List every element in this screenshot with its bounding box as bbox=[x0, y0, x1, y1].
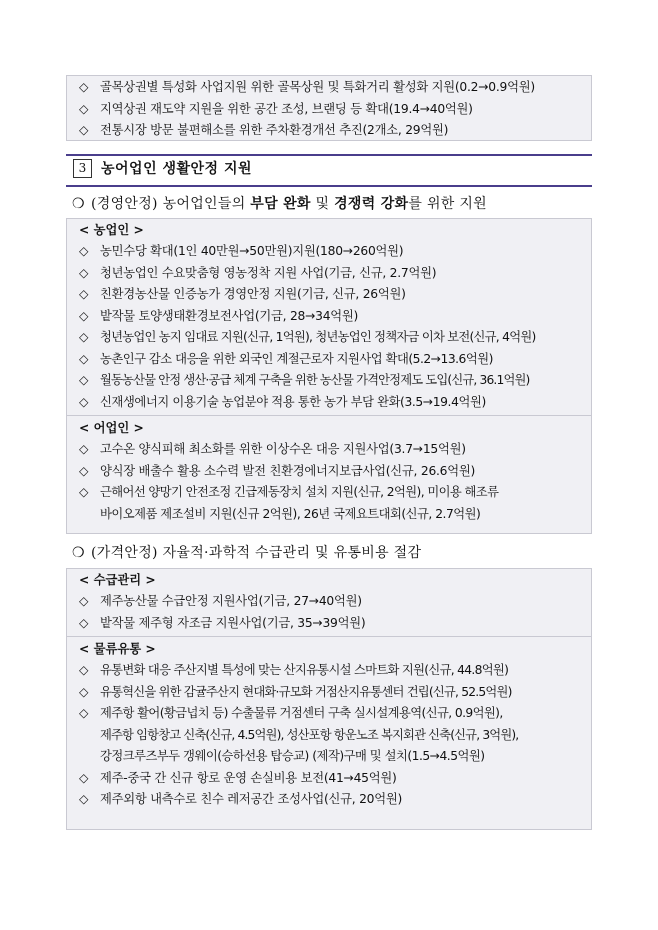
group-header-logistics: < 물류유통 > bbox=[79, 642, 156, 656]
list-item: ◇ 청년농업인 수요맞춤형 영농정착 지원 사업(기금, 신규, 2.7억원) bbox=[67, 263, 591, 285]
list-item: ◇ 친환경농산물 인증농가 경영안정 지원(기금, 신규, 26억원) bbox=[67, 284, 591, 306]
diamond-bullet-icon: ◇ bbox=[79, 792, 89, 806]
list-item: ◇ 밭작물 제주형 자조금 지원사업(기금, 35→39억원) bbox=[67, 613, 591, 635]
diamond-bullet-icon: ◇ bbox=[79, 308, 89, 323]
diamond-bullet-icon: ◇ bbox=[79, 101, 89, 116]
group-header-farmers: < 농업인 > bbox=[79, 223, 144, 237]
diamond-bullet-icon: ◇ bbox=[79, 330, 88, 344]
diamond-bullet-icon: ◇ bbox=[79, 442, 89, 456]
list-item: ◇ 고수온 양식피해 최소화를 위한 이상수온 대응 지원사업(3.7→15억원) bbox=[67, 439, 591, 461]
heading-management-stability: ❍ (경영안정) 농어업인들의 부담 완화 및 경쟁력 강화를 위한 지원 bbox=[72, 196, 487, 212]
list-item: ◇ 농민수당 확대(1인 40만원→50만원)지원(180→260억원) bbox=[67, 241, 591, 263]
price-box bbox=[66, 568, 592, 830]
list-item: ◇ 유통변화 대응 주산지별 특성에 맞는 산지유통시설 스마트화 지원(신규, 44.8억원) bbox=[67, 660, 591, 682]
diamond-bullet-icon: ◇ bbox=[79, 594, 89, 608]
diamond-bullet-icon: ◇ bbox=[79, 706, 88, 720]
list-item-continuation: 바이오제품 제조설비 지원(신규 2억원), 26년 국제요트대회(신규, 2.7억원) bbox=[100, 506, 481, 521]
list-item: ◇ 양식장 배출수 활용 소수력 발전 친환경에너지보급사업(신규, 26.6억원) bbox=[67, 461, 591, 483]
diamond-bullet-icon: ◇ bbox=[79, 80, 89, 94]
group-header-fishers: < 어업인 > bbox=[79, 421, 144, 435]
top-item-box bbox=[66, 75, 592, 141]
diamond-bullet-icon: ◇ bbox=[79, 615, 89, 630]
section-number: 3 bbox=[73, 159, 92, 178]
diamond-bullet-icon: ◇ bbox=[79, 463, 89, 478]
fishers-group bbox=[67, 415, 591, 525]
group-header-supply: < 수급관리 > bbox=[79, 573, 156, 587]
list-item: ◇ 농촌인구 감소 대응을 위한 외국인 계절근로자 지원사업 확대(5.2→13.6억원) bbox=[67, 349, 591, 371]
list-item: ◇ 전통시장 방문 불편해소를 위한 주차환경개선 추진(2개소, 29억원) bbox=[67, 120, 591, 142]
circle-bullet-icon: ❍ bbox=[72, 196, 85, 212]
diamond-bullet-icon: ◇ bbox=[79, 373, 88, 387]
diamond-bullet-icon: ◇ bbox=[79, 265, 89, 280]
diamond-bullet-icon: ◇ bbox=[79, 123, 89, 137]
list-item: ◇ 월동농산물 안정 생산·공급 체계 구축을 위한 농산물 가격안정제도 도입(신규, 36.1억원) bbox=[67, 370, 591, 392]
diamond-bullet-icon: ◇ bbox=[79, 770, 89, 785]
diamond-bullet-icon: ◇ bbox=[79, 244, 89, 258]
list-item: ◇ 제주농산물 수급안정 지원사업(기금, 27→40억원) bbox=[67, 591, 591, 613]
list-item: ◇ 제주-중국 간 신규 항로 운영 손실비용 보전(41→45억원) bbox=[67, 768, 591, 790]
support-box bbox=[66, 218, 592, 534]
logistics-group bbox=[67, 636, 591, 811]
list-item: ◇ 유통혁신을 위한 감귤주산지 현대화·규모화 거점산지유통센터 건립(신규, 52.5억원) bbox=[67, 682, 591, 704]
list-item: ◇ 청년농업인 농지 임대료 지원(신규, 1억원), 청년농업인 정책자금 이차 보전(신규, 4억원) bbox=[67, 327, 591, 349]
list-item: ◇ 제주외항 내측수로 친수 레저공간 조성사업(신규, 20억원) bbox=[67, 789, 591, 811]
list-item-continuation: 제주항 임항창고 신축(신규, 4.5억원), 성산포항 항운노조 복지회관 신축(신규, 3억원), bbox=[100, 727, 519, 742]
list-item: ◇ 신재생에너지 이용기술 농업분야 적용 통한 농가 부담 완화(3.5→19.4억원) bbox=[67, 392, 591, 414]
diamond-bullet-icon: ◇ bbox=[79, 485, 88, 499]
diamond-bullet-icon: ◇ bbox=[79, 394, 89, 409]
diamond-bullet-icon: ◇ bbox=[79, 287, 89, 301]
diamond-bullet-icon: ◇ bbox=[79, 663, 88, 677]
section-title bbox=[73, 156, 589, 186]
list-item: ◇ 제주항 활어(황금넙치 등) 수출물류 거점센터 구축 실시설계용역(신규, 0.9억원), bbox=[67, 703, 591, 725]
diamond-bullet-icon: ◇ bbox=[79, 684, 88, 699]
heading-price-stability: ❍ (가격안정) 자율적·과학적 수급관리 및 유통비용 절감 bbox=[72, 545, 422, 561]
list-item-continuation: 강정크루즈부두 갱웨이(승하선용 탑승교) (제작)구매 및 설치(1.5→4.5억원) bbox=[100, 749, 485, 763]
section-title-text: 농어업인 생활안정 지원 bbox=[101, 161, 252, 177]
list-item: ◇ 근해어선 양망기 안전조정 긴급제동장치 설치 지원(신규, 2억원), 미이용 해조류 bbox=[67, 482, 591, 504]
section-bottom-rule bbox=[66, 185, 592, 187]
circle-bullet-icon: ❍ bbox=[72, 545, 85, 561]
list-item: ◇ 지역상권 재도약 지원을 위한 공간 조성, 브랜딩 등 확대(19.4→40억원) bbox=[67, 99, 591, 121]
list-item: ◇ 골목상권별 특성화 사업지원 위한 골목상원 및 특화거리 활성화 지원(0.2→0.9억원) bbox=[67, 77, 591, 99]
diamond-bullet-icon: ◇ bbox=[79, 351, 88, 366]
list-item: ◇ 밭작물 토양생태환경보전사업(기금, 28→34억원) bbox=[67, 306, 591, 328]
